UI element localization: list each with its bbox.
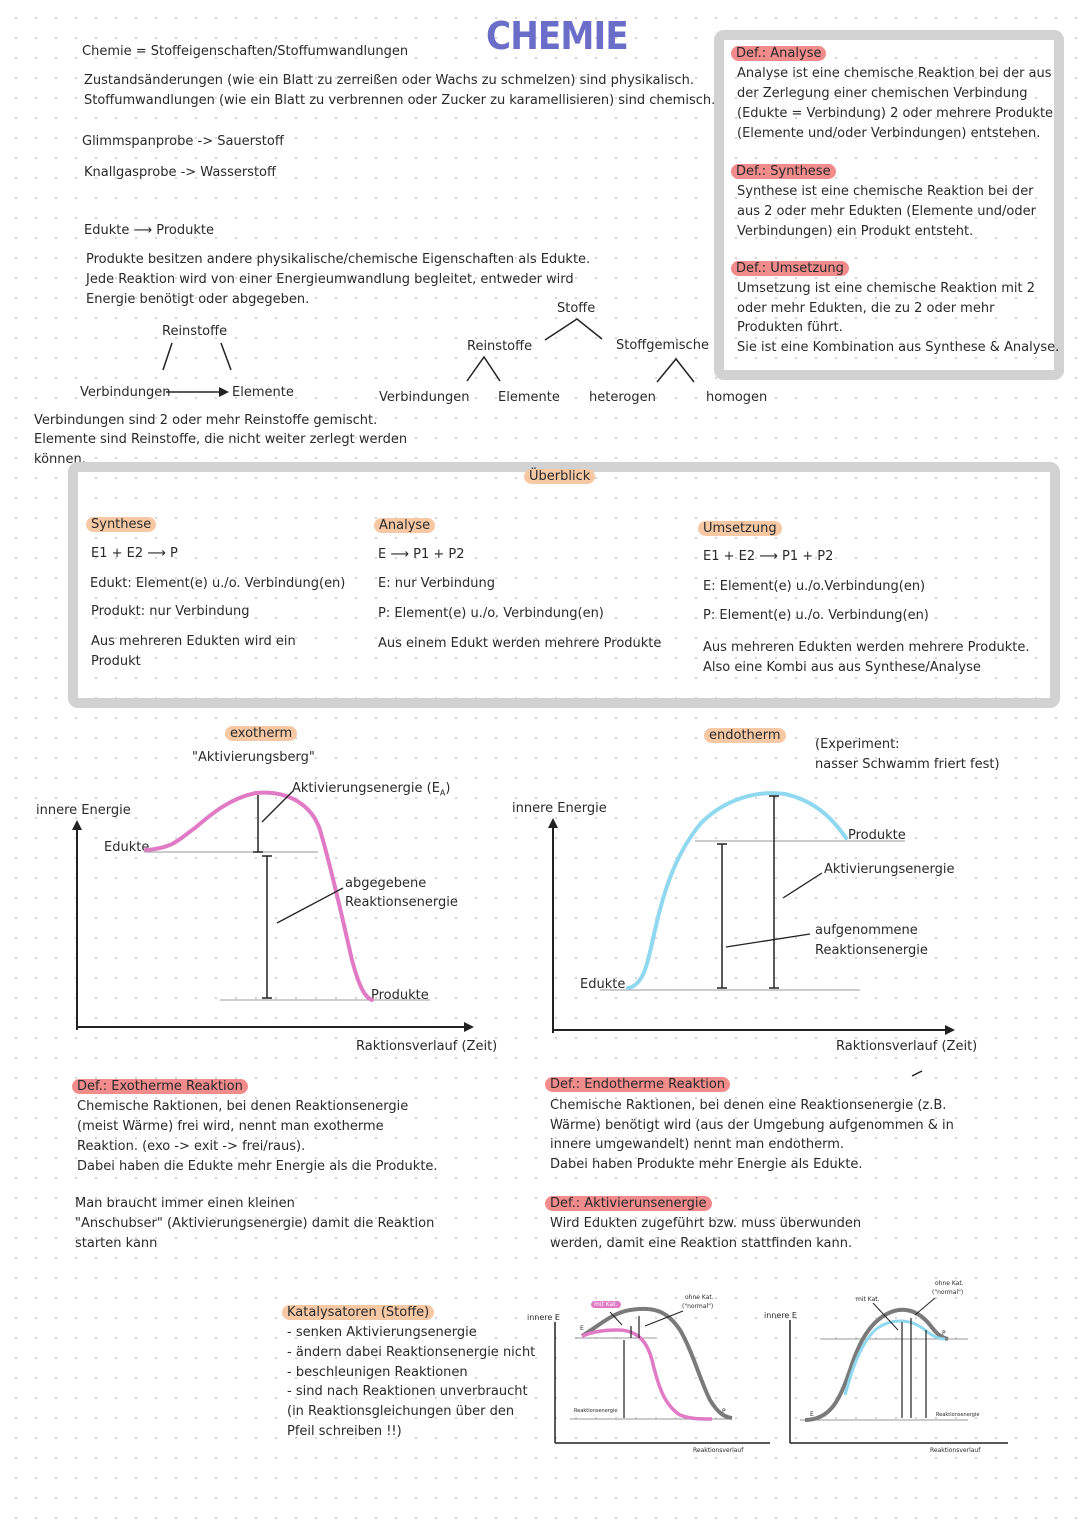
kat1-ohne: ohne Kat. <box>685 1294 714 1301</box>
def-synthese-line: aus 2 oder mehr Edukten (Elemente und/oder <box>737 204 1036 219</box>
tree-text-1: Verbindungen sind 2 oder mehr Reinstoffe gemischt. <box>34 413 378 428</box>
intro-line-2: Stoffumwandlungen (wie ein Blatt zu verbrennen oder Zucker zu karamellisieren) sind chemisch. <box>84 93 716 108</box>
def-endo-line: innere umgewandelt) nennt man endotherm. <box>550 1137 845 1152</box>
overview-umsetzung-produkt: P: Element(e) u./o. Verbindung(en) <box>703 608 929 623</box>
def-exo-line: (meist Wärme) frei wird, nennt man exotherme <box>77 1119 384 1134</box>
overview-umsetzung-desc: Aus mehreren Edukten werden mehrere Produkte. <box>703 640 1030 655</box>
tree2-verbindungen: Verbindungen <box>379 390 470 405</box>
def-analyse-line: (Elemente und/oder Verbindungen) entstehen. <box>737 126 1041 141</box>
endo-ea-pointer <box>783 873 822 898</box>
exo-chart <box>77 791 472 1030</box>
kat1-ylabel: innere E <box>527 1313 560 1322</box>
tree2-stoffgemische: Stoffgemische <box>616 338 709 353</box>
exo-produkte: Produkte <box>371 988 429 1003</box>
endo-ea-label: Aktivierungsenergie <box>824 862 955 877</box>
def-synthese-line: Verbindungen) ein Produkt entsteht. <box>737 224 974 239</box>
endo-experiment: nasser Schwamm friert fest) <box>815 757 1000 772</box>
def-akt-line: werden, damit eine Reaktion stattfinden kann. <box>550 1236 853 1251</box>
def-akt-title: Def.: Aktivierunsenergie <box>545 1194 712 1214</box>
overview-title: Überblick <box>524 467 595 487</box>
def-umsetzung-line: Sie ist eine Kombination aus Synthese & Analyse. <box>737 340 1060 355</box>
endo-tag: endotherm <box>704 726 786 746</box>
kat1-mit-curve <box>582 1330 712 1419</box>
kat1-re: Reaktionsenergie <box>574 1408 618 1414</box>
tree2-homogen: homogen <box>706 390 768 405</box>
kat1-xlabel: Reaktionsverlauf <box>693 1447 744 1454</box>
overview-synthese-edukt: Edukt: Element(e) u./o. Verbindung(en) <box>90 576 346 591</box>
knallgasprobe: Knallgasprobe -> Wasserstoff <box>84 165 276 180</box>
kat1-e: E <box>580 1325 584 1332</box>
tree2-lines <box>467 319 694 382</box>
def-umsetzung-title: Def.: Umsetzung <box>731 259 849 279</box>
endo-experiment: (Experiment: <box>815 737 900 752</box>
def-akt-line: Wird Edukten zugeführt bzw. muss überwunden <box>550 1216 862 1231</box>
overview-analyse-title: Analyse <box>374 516 435 536</box>
kat2-ohne: ohne Kat. <box>935 1280 964 1287</box>
endo-edukte: Edukte <box>580 977 626 992</box>
kat1-ohne-normal: ("normal") <box>682 1303 714 1310</box>
endo-ylabel: innere Energie <box>512 801 607 816</box>
overview-synthese-desc: Produkt <box>91 654 141 669</box>
overview-analyse-desc: Aus einem Edukt werden mehrere Produkte <box>378 636 662 651</box>
kat2-re: Reaktionsenergie <box>936 1412 980 1418</box>
glimmspanprobe: Glimmspanprobe -> Sauerstoff <box>82 134 284 149</box>
def-endo-line: Dabei haben Produkte mehr Energie als Edukte. <box>550 1157 863 1172</box>
overview-umsetzung-edukt: E: Element(e) u./o.Verbindung(en) <box>703 579 926 594</box>
def-umsetzung-line: Produkten führt. <box>737 320 843 335</box>
def-analyse-line: Analyse ist eine chemische Reaktion bei der aus <box>737 66 1052 81</box>
kat-chart-2 <box>790 1298 1008 1443</box>
tree2-elemente: Elemente <box>498 390 560 405</box>
kat1-mit: mit Kat. <box>591 1301 621 1309</box>
exo-xlabel: Raktionsverlauf (Zeit) <box>356 1039 498 1054</box>
kat-item: - ändern dabei Reaktionsenergie nicht <box>287 1345 536 1360</box>
def-analyse-line: (Edukte = Verbindung) 2 oder mehrere Produkte <box>737 106 1054 121</box>
kat-item: - sind nach Reaktionen unverbraucht <box>287 1384 528 1399</box>
kat2-p: P <box>942 1330 946 1337</box>
page-title: CHEMIE <box>486 14 628 58</box>
kat-title: Katalysatoren (Stoffe) <box>282 1303 434 1323</box>
kat2-e: E <box>810 1411 814 1418</box>
tree2-stoffe: Stoffe <box>557 301 596 316</box>
anschub-line: "Anschubser" (Aktivierungsenergie) damit die Reaktion <box>75 1216 435 1231</box>
def-synthese-line: Synthese ist eine chemische Reaktion bei der <box>737 184 1034 199</box>
tree2-heterogen: heterogen <box>589 390 656 405</box>
tree-text-3: können. <box>34 452 86 467</box>
intro-line-1: Zustandsänderungen (wie ein Blatt zu zerreißen oder Wachs zu schmelzen) sind physikalisch. <box>84 73 694 88</box>
overview-synthese-eq: E1 + E2 ⟶ P <box>91 546 178 561</box>
def-exo-title: Def.: Exotherme Reaktion <box>72 1077 248 1097</box>
tree1-reinstoffe: Reinstoffe <box>162 324 228 339</box>
anschub-line: Man braucht immer einen kleinen <box>75 1196 295 1211</box>
exo-re-pointer <box>277 888 343 923</box>
produkte-line-1: Produkte besitzen andere physikalische/chemische Eigenschaften als Edukte. <box>86 252 591 267</box>
produkte-line-2: Jede Reaktion wird von einer Energieumwandlung begleitet, entweder wird <box>86 272 574 287</box>
def-endo-title: Def.: Endotherme Reaktion <box>545 1075 730 1095</box>
overview-synthese-title: Synthese <box>86 515 156 535</box>
def-exo-line: Chemische Raktionen, bei denen Reaktionsenergie <box>77 1099 409 1114</box>
def-exo-line: Reaktion. (exo -> exit -> frei/raus). <box>77 1139 306 1154</box>
def-umsetzung-line: oder mehr Edukten, die zu 2 oder mehr <box>737 301 995 316</box>
exo-curve <box>146 793 372 1000</box>
anschub-line: starten kann <box>75 1236 158 1251</box>
kat1-ohne-curve <box>582 1309 732 1418</box>
kat-item: - senken Aktivierungsenergie <box>287 1325 477 1340</box>
def-analyse-line: der Zerlegung einer chemischen Verbindung <box>737 86 1028 101</box>
overview-synthese-desc: Aus mehreren Edukten wird ein <box>91 634 296 649</box>
tree-text-2: Elemente sind Reinstoffe, die nicht weiter zerlegt werden <box>34 432 408 447</box>
overview-analyse-produkt: P: Element(e) u./o. Verbindung(en) <box>378 606 604 621</box>
def-umsetzung-line: Umsetzung ist eine chemische Reaktion mit 2 <box>737 281 1036 296</box>
exo-edukte: Edukte <box>104 840 150 855</box>
edukte-produkte: Edukte ⟶ Produkte <box>84 223 214 238</box>
kat-item: (in Reaktionsgleichungen über den <box>287 1404 515 1419</box>
def-endo-line: Chemische Raktionen, bei denen eine Reaktionsenergie (z.B. <box>550 1098 947 1113</box>
kat-chart-1 <box>555 1309 770 1443</box>
exo-tag: exotherm <box>225 724 297 744</box>
overview-analyse-edukt: E: nur Verbindung <box>378 576 495 591</box>
exo-ylabel: innere Energie <box>36 803 131 818</box>
kat-item: - beschleunigen Reaktionen <box>287 1365 468 1380</box>
endo-aufgenommene: aufgenommene <box>815 923 918 938</box>
kat1-p: P <box>722 1408 726 1415</box>
def-synthese-title: Def.: Synthese <box>731 162 836 182</box>
def-exo-line: Dabei haben die Edukte mehr Energie als die Produkte. <box>77 1159 438 1174</box>
exo-ea-label: Aktivierungsenergie $(E_A)$ <box>292 781 451 798</box>
intro-heading: Chemie = Stoffeigenschaften/Stoffumwandlungen <box>82 44 409 59</box>
tree1-lines <box>163 343 231 392</box>
endo-xlabel: Raktionsverlauf (Zeit) <box>836 1039 978 1054</box>
overview-synthese-produkt: Produkt: nur Verbindung <box>91 604 250 619</box>
endo-re-pointer <box>726 934 810 947</box>
endo-reaktionsenergie: Reaktionsenergie <box>815 943 928 958</box>
tree1-verbindungen: Verbindungen <box>80 385 171 400</box>
kat2-mit: mit Kat. <box>856 1296 880 1303</box>
overview-umsetzung-eq: E1 + E2 ⟶ P1 + P2 <box>703 549 834 564</box>
overview-umsetzung-title: Umsetzung <box>698 519 782 539</box>
kat2-mit-curve <box>845 1321 945 1395</box>
endo-curve <box>628 793 846 988</box>
endo-chart <box>553 793 953 1076</box>
exo-aktivierungsberg: "Aktivierungsberg" <box>192 750 315 765</box>
overview-analyse-eq: E ⟶ P1 + P2 <box>378 547 465 562</box>
produkte-line-3: Energie benötigt oder abgegeben. <box>86 292 310 307</box>
kat2-xlabel: Reaktionsverlauf <box>930 1447 981 1454</box>
kat2-ohne-normal: ("normal") <box>932 1289 964 1296</box>
overview-umsetzung-desc: Also eine Kombi aus aus Synthese/Analyse <box>703 660 981 675</box>
tree1-elemente: Elemente <box>232 385 294 400</box>
tree2-reinstoffe: Reinstoffe <box>467 339 533 354</box>
def-analyse-title: Def.: Analyse <box>731 44 826 64</box>
exo-reaktionsenergie: Reaktionsenergie <box>345 895 458 910</box>
exo-abgegebene: abgegebene <box>345 876 427 891</box>
def-endo-line: Wärme) benötigt wird (aus der Umgebung aufgenommen & in <box>550 1118 954 1133</box>
kat2-ylabel: innere E <box>764 1311 797 1320</box>
endo-produkte: Produkte <box>848 828 906 843</box>
kat-item: Pfeil schreiben !!) <box>287 1424 402 1439</box>
